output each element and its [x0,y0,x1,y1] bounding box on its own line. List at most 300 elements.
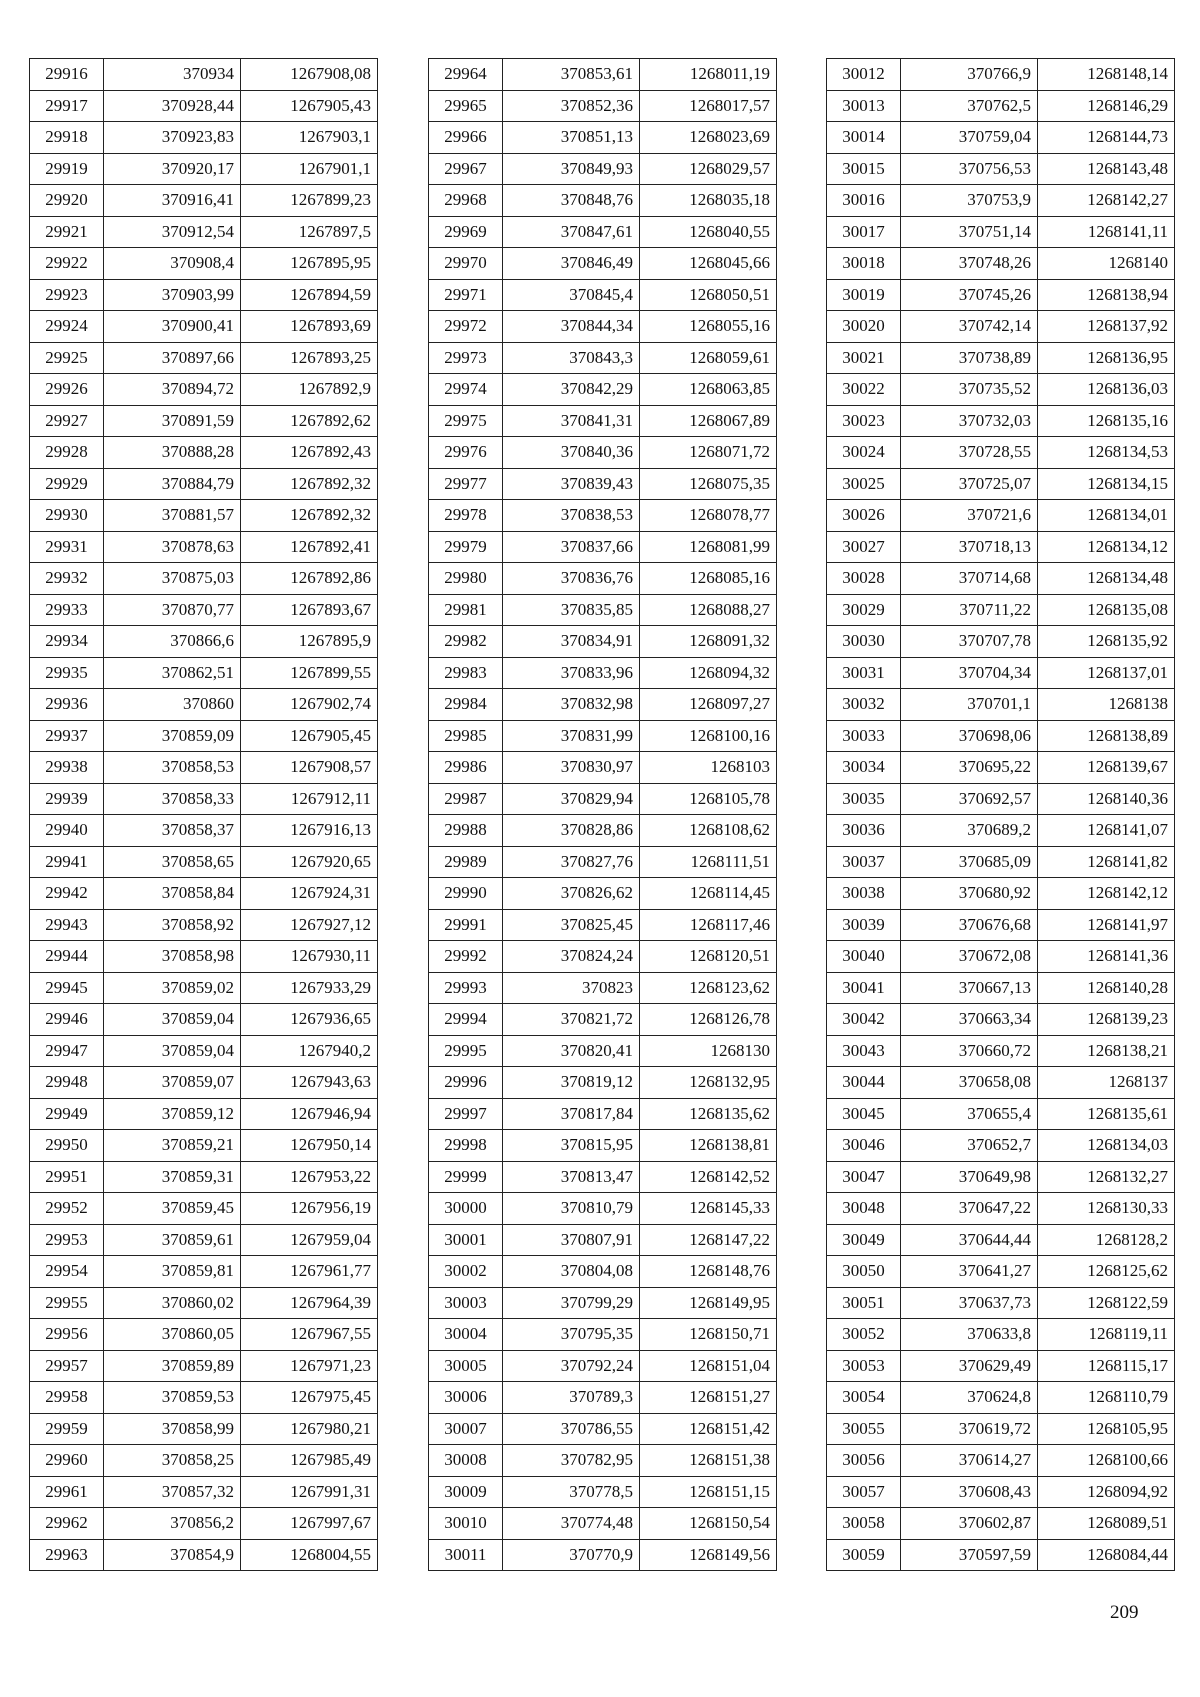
x-coordinate-cell: 370732,03 [901,405,1038,437]
y-coordinate-cell: 1267908,08 [241,59,378,91]
point-number-cell: 30030 [827,626,901,658]
x-coordinate-cell: 370695,22 [901,752,1038,784]
y-coordinate-cell: 1267927,12 [241,909,378,941]
point-number-cell: 30008 [429,1445,503,1477]
point-number-cell: 29918 [30,122,104,154]
y-coordinate-cell: 1268085,16 [640,563,777,595]
table-row [429,311,777,343]
y-coordinate-cell: 1267893,25 [241,342,378,374]
table-row [429,531,777,563]
coordinate-table-1 [29,58,378,1571]
point-number-cell: 29973 [429,342,503,374]
x-coordinate-cell: 370735,52 [901,374,1038,406]
y-coordinate-cell: 1268150,54 [640,1508,777,1540]
point-number-cell: 29939 [30,783,104,815]
point-number-cell: 30039 [827,909,901,941]
y-coordinate-cell: 1268084,44 [1038,1539,1175,1571]
table-row [827,783,1175,815]
y-coordinate-cell: 1267895,95 [241,248,378,280]
table-row [30,657,378,689]
table-row [30,153,378,185]
table-row [827,1098,1175,1130]
x-coordinate-cell: 370819,12 [503,1067,640,1099]
point-number-cell: 29955 [30,1287,104,1319]
point-number-cell: 30036 [827,815,901,847]
point-number-cell: 30000 [429,1193,503,1225]
point-number-cell: 29977 [429,468,503,500]
table-row [429,1098,777,1130]
x-coordinate-cell: 370858,33 [104,783,241,815]
y-coordinate-cell: 1268122,59 [1038,1287,1175,1319]
point-number-cell: 29998 [429,1130,503,1162]
x-coordinate-cell: 370748,26 [901,248,1038,280]
point-number-cell: 29926 [30,374,104,406]
x-coordinate-cell: 370834,91 [503,626,640,658]
point-number-cell: 30047 [827,1161,901,1193]
x-coordinate-cell: 370900,41 [104,311,241,343]
table-row [30,1224,378,1256]
point-number-cell: 29978 [429,500,503,532]
y-coordinate-cell: 1268029,57 [640,153,777,185]
x-coordinate-cell: 370633,8 [901,1319,1038,1351]
point-number-cell: 30021 [827,342,901,374]
y-coordinate-cell: 1268151,27 [640,1382,777,1414]
x-coordinate-cell: 370825,45 [503,909,640,941]
x-coordinate-cell: 370641,27 [901,1256,1038,1288]
point-number-cell: 30027 [827,531,901,563]
point-number-cell: 30033 [827,720,901,752]
table-row [429,720,777,752]
x-coordinate-cell: 370667,13 [901,972,1038,1004]
x-coordinate-cell: 370725,07 [901,468,1038,500]
y-coordinate-cell: 1267916,13 [241,815,378,847]
table-row [429,122,777,154]
x-coordinate-cell: 370658,08 [901,1067,1038,1099]
x-coordinate-cell: 370660,72 [901,1035,1038,1067]
table-row [827,1130,1175,1162]
table-row [30,405,378,437]
x-coordinate-cell: 370820,41 [503,1035,640,1067]
x-coordinate-cell: 370824,24 [503,941,640,973]
y-coordinate-cell: 1268117,46 [640,909,777,941]
x-coordinate-cell: 370655,4 [901,1098,1038,1130]
point-number-cell: 29947 [30,1035,104,1067]
point-number-cell: 29932 [30,563,104,595]
table-row [827,468,1175,500]
y-coordinate-cell: 1268141,97 [1038,909,1175,941]
point-number-cell: 29980 [429,563,503,595]
table-row [30,90,378,122]
point-number-cell: 29921 [30,216,104,248]
x-coordinate-cell: 370619,72 [901,1413,1038,1445]
table-row [827,1161,1175,1193]
y-coordinate-cell: 1267924,31 [241,878,378,910]
table-row [30,1382,378,1414]
y-coordinate-cell: 1268017,57 [640,90,777,122]
y-coordinate-cell: 1268140 [1038,248,1175,280]
y-coordinate-cell: 1268023,69 [640,122,777,154]
table-row [827,1287,1175,1319]
table-row [827,1508,1175,1540]
table-row [429,563,777,595]
x-coordinate-cell: 370826,62 [503,878,640,910]
point-number-cell: 29943 [30,909,104,941]
coordinate-table-3 [826,58,1175,1571]
x-coordinate-cell: 370728,55 [901,437,1038,469]
table-row [827,594,1175,626]
table-row [30,1067,378,1099]
x-coordinate-cell: 370875,03 [104,563,241,595]
x-coordinate-cell: 370851,13 [503,122,640,154]
y-coordinate-cell: 1268004,55 [241,1539,378,1571]
table-row [827,1445,1175,1477]
x-coordinate-cell: 370843,3 [503,342,640,374]
x-coordinate-cell: 370828,86 [503,815,640,847]
y-coordinate-cell: 1268134,12 [1038,531,1175,563]
point-number-cell: 30048 [827,1193,901,1225]
x-coordinate-cell: 370672,08 [901,941,1038,973]
point-number-cell: 29927 [30,405,104,437]
y-coordinate-cell: 1268119,11 [1038,1319,1175,1351]
y-coordinate-cell: 1267950,14 [241,1130,378,1162]
table-row [429,468,777,500]
table-row [30,1004,378,1036]
y-coordinate-cell: 1268134,53 [1038,437,1175,469]
y-coordinate-cell: 1268135,08 [1038,594,1175,626]
table-row [827,909,1175,941]
y-coordinate-cell: 1267892,32 [241,468,378,500]
table-row [827,279,1175,311]
x-coordinate-cell: 370711,22 [901,594,1038,626]
x-coordinate-cell: 370698,06 [901,720,1038,752]
y-coordinate-cell: 1268135,16 [1038,405,1175,437]
table-row [827,1382,1175,1414]
table-row [827,752,1175,784]
table-row [30,941,378,973]
point-number-cell: 29930 [30,500,104,532]
point-number-cell: 29991 [429,909,503,941]
y-coordinate-cell: 1268144,73 [1038,122,1175,154]
point-number-cell: 29959 [30,1413,104,1445]
point-number-cell: 29992 [429,941,503,973]
x-coordinate-cell: 370859,81 [104,1256,241,1288]
table-row [30,783,378,815]
x-coordinate-cell: 370859,04 [104,1004,241,1036]
point-number-cell: 29975 [429,405,503,437]
y-coordinate-cell: 1268151,04 [640,1350,777,1382]
point-number-cell: 29993 [429,972,503,1004]
x-coordinate-cell: 370856,2 [104,1508,241,1540]
point-number-cell: 29972 [429,311,503,343]
x-coordinate-cell: 370903,99 [104,279,241,311]
y-coordinate-cell: 1268138,21 [1038,1035,1175,1067]
table-row [429,1224,777,1256]
y-coordinate-cell: 1268140,28 [1038,972,1175,1004]
y-coordinate-cell: 1267953,22 [241,1161,378,1193]
point-number-cell: 29999 [429,1161,503,1193]
x-coordinate-cell: 370753,9 [901,185,1038,217]
y-coordinate-cell: 1267956,19 [241,1193,378,1225]
point-number-cell: 30009 [429,1476,503,1508]
point-number-cell: 30026 [827,500,901,532]
x-coordinate-cell: 370676,68 [901,909,1038,941]
table-row [827,720,1175,752]
x-coordinate-cell: 370858,53 [104,752,241,784]
x-coordinate-cell: 370685,09 [901,846,1038,878]
point-number-cell: 29988 [429,815,503,847]
x-coordinate-cell: 370847,61 [503,216,640,248]
x-coordinate-cell: 370786,55 [503,1413,640,1445]
table-row [429,405,777,437]
y-coordinate-cell: 1267946,94 [241,1098,378,1130]
point-number-cell: 29971 [429,279,503,311]
table-row [429,1382,777,1414]
table-row [30,1539,378,1571]
y-coordinate-cell: 1268147,22 [640,1224,777,1256]
x-coordinate-cell: 370649,98 [901,1161,1038,1193]
x-coordinate-cell: 370916,41 [104,185,241,217]
y-coordinate-cell: 1268149,95 [640,1287,777,1319]
x-coordinate-cell: 370908,4 [104,248,241,280]
y-coordinate-cell: 1267901,1 [241,153,378,185]
x-coordinate-cell: 370795,35 [503,1319,640,1351]
x-coordinate-cell: 370859,09 [104,720,241,752]
table-row [429,1350,777,1382]
point-number-cell: 30042 [827,1004,901,1036]
x-coordinate-cell: 370857,32 [104,1476,241,1508]
y-coordinate-cell: 1268141,11 [1038,216,1175,248]
x-coordinate-cell: 370714,68 [901,563,1038,595]
table-row [429,342,777,374]
page-number: 209 [1110,1602,1139,1623]
table-row [30,1130,378,1162]
table-row [429,783,777,815]
point-number-cell: 29995 [429,1035,503,1067]
y-coordinate-cell: 1267897,5 [241,216,378,248]
x-coordinate-cell: 370840,36 [503,437,640,469]
table-row [429,1287,777,1319]
point-number-cell: 29976 [429,437,503,469]
point-number-cell: 30005 [429,1350,503,1382]
x-coordinate-cell: 370827,76 [503,846,640,878]
y-coordinate-cell: 1267893,69 [241,311,378,343]
point-number-cell: 29944 [30,941,104,973]
point-number-cell: 29949 [30,1098,104,1130]
table-row [30,1350,378,1382]
x-coordinate-cell: 370718,13 [901,531,1038,563]
point-number-cell: 29970 [429,248,503,280]
table-row [30,311,378,343]
x-coordinate-cell: 370663,34 [901,1004,1038,1036]
y-coordinate-cell: 1268126,78 [640,1004,777,1036]
point-number-cell: 30049 [827,1224,901,1256]
x-coordinate-cell: 370881,57 [104,500,241,532]
table-row [30,1035,378,1067]
x-coordinate-cell: 370742,14 [901,311,1038,343]
x-coordinate-cell: 370858,65 [104,846,241,878]
y-coordinate-cell: 1268135,92 [1038,626,1175,658]
x-coordinate-cell: 370846,49 [503,248,640,280]
table-row [429,1161,777,1193]
x-coordinate-cell: 370858,25 [104,1445,241,1477]
table-row [827,342,1175,374]
table-row [827,90,1175,122]
point-number-cell: 29941 [30,846,104,878]
y-coordinate-cell: 1268110,79 [1038,1382,1175,1414]
x-coordinate-cell: 370837,66 [503,531,640,563]
y-coordinate-cell: 1268130,33 [1038,1193,1175,1225]
point-number-cell: 30035 [827,783,901,815]
table-row [429,689,777,721]
point-number-cell: 29935 [30,657,104,689]
x-coordinate-cell: 370859,89 [104,1350,241,1382]
point-number-cell: 29925 [30,342,104,374]
point-number-cell: 29948 [30,1067,104,1099]
table-row [827,972,1175,1004]
y-coordinate-cell: 1268148,14 [1038,59,1175,91]
y-coordinate-cell: 1267892,32 [241,500,378,532]
y-coordinate-cell: 1268149,56 [640,1539,777,1571]
y-coordinate-cell: 1267967,55 [241,1319,378,1351]
table-row [827,657,1175,689]
x-coordinate-cell: 370689,2 [901,815,1038,847]
x-coordinate-cell: 370762,5 [901,90,1038,122]
table-row [429,846,777,878]
table-row [827,563,1175,595]
y-coordinate-cell: 1268105,78 [640,783,777,815]
table-row [30,1098,378,1130]
point-number-cell: 30054 [827,1382,901,1414]
y-coordinate-cell: 1267894,59 [241,279,378,311]
point-number-cell: 30041 [827,972,901,1004]
y-coordinate-cell: 1268100,16 [640,720,777,752]
x-coordinate-cell: 370845,4 [503,279,640,311]
x-coordinate-cell: 370859,45 [104,1193,241,1225]
table-row [30,752,378,784]
table-row [827,626,1175,658]
table-row [827,1035,1175,1067]
point-number-cell: 30007 [429,1413,503,1445]
point-number-cell: 30034 [827,752,901,784]
table-row [827,374,1175,406]
point-number-cell: 29937 [30,720,104,752]
y-coordinate-cell: 1267959,04 [241,1224,378,1256]
x-coordinate-cell: 370652,7 [901,1130,1038,1162]
y-coordinate-cell: 1268067,89 [640,405,777,437]
point-number-cell: 30019 [827,279,901,311]
point-number-cell: 30015 [827,153,901,185]
point-number-cell: 30053 [827,1350,901,1382]
x-coordinate-cell: 370815,95 [503,1130,640,1162]
y-coordinate-cell: 1268071,72 [640,437,777,469]
x-coordinate-cell: 370680,92 [901,878,1038,910]
table-row [429,1539,777,1571]
point-number-cell: 30014 [827,122,901,154]
x-coordinate-cell: 370859,02 [104,972,241,1004]
point-number-cell: 29969 [429,216,503,248]
x-coordinate-cell: 370888,28 [104,437,241,469]
table-row [30,972,378,1004]
point-number-cell: 30046 [827,1130,901,1162]
point-number-cell: 29929 [30,468,104,500]
y-coordinate-cell: 1268132,95 [640,1067,777,1099]
point-number-cell: 30037 [827,846,901,878]
table-row [827,59,1175,91]
x-coordinate-cell: 370841,31 [503,405,640,437]
x-coordinate-cell: 370738,89 [901,342,1038,374]
x-coordinate-cell: 370928,44 [104,90,241,122]
table-row [30,500,378,532]
x-coordinate-cell: 370629,49 [901,1350,1038,1382]
y-coordinate-cell: 1267971,23 [241,1350,378,1382]
point-number-cell: 30059 [827,1539,901,1571]
y-coordinate-cell: 1267899,55 [241,657,378,689]
point-number-cell: 29934 [30,626,104,658]
point-number-cell: 30058 [827,1508,901,1540]
point-number-cell: 29967 [429,153,503,185]
point-number-cell: 30010 [429,1508,503,1540]
y-coordinate-cell: 1268078,77 [640,500,777,532]
y-coordinate-cell: 1268114,45 [640,878,777,910]
table-row [30,1445,378,1477]
y-coordinate-cell: 1268059,61 [640,342,777,374]
point-number-cell: 29942 [30,878,104,910]
x-coordinate-cell: 370858,84 [104,878,241,910]
y-coordinate-cell: 1267961,77 [241,1256,378,1288]
x-coordinate-cell: 370774,48 [503,1508,640,1540]
y-coordinate-cell: 1268137 [1038,1067,1175,1099]
point-number-cell: 30024 [827,437,901,469]
table-row [30,1256,378,1288]
x-coordinate-cell: 370849,93 [503,153,640,185]
y-coordinate-cell: 1267892,9 [241,374,378,406]
x-coordinate-cell: 370852,36 [503,90,640,122]
point-number-cell: 29979 [429,531,503,563]
table-row [429,216,777,248]
y-coordinate-cell: 1267892,41 [241,531,378,563]
point-number-cell: 29958 [30,1382,104,1414]
x-coordinate-cell: 370810,79 [503,1193,640,1225]
table-row [30,1193,378,1225]
x-coordinate-cell: 370884,79 [104,468,241,500]
y-coordinate-cell: 1268111,51 [640,846,777,878]
y-coordinate-cell: 1267991,31 [241,1476,378,1508]
table-row [827,846,1175,878]
point-number-cell: 29987 [429,783,503,815]
point-number-cell: 30020 [827,311,901,343]
table-row [827,1256,1175,1288]
y-coordinate-cell: 1267905,45 [241,720,378,752]
table-row [30,846,378,878]
point-number-cell: 30029 [827,594,901,626]
table-row [30,720,378,752]
point-number-cell: 30016 [827,185,901,217]
point-number-cell: 30001 [429,1224,503,1256]
x-coordinate-cell: 370897,66 [104,342,241,374]
table-row [429,657,777,689]
y-coordinate-cell: 1268130 [640,1035,777,1067]
x-coordinate-cell: 370597,59 [901,1539,1038,1571]
x-coordinate-cell: 370878,63 [104,531,241,563]
point-number-cell: 29938 [30,752,104,784]
y-coordinate-cell: 1268141,82 [1038,846,1175,878]
x-coordinate-cell: 370858,92 [104,909,241,941]
x-coordinate-cell: 370839,43 [503,468,640,500]
table-row [429,1413,777,1445]
y-coordinate-cell: 1267940,2 [241,1035,378,1067]
point-number-cell: 30044 [827,1067,901,1099]
x-coordinate-cell: 370756,53 [901,153,1038,185]
